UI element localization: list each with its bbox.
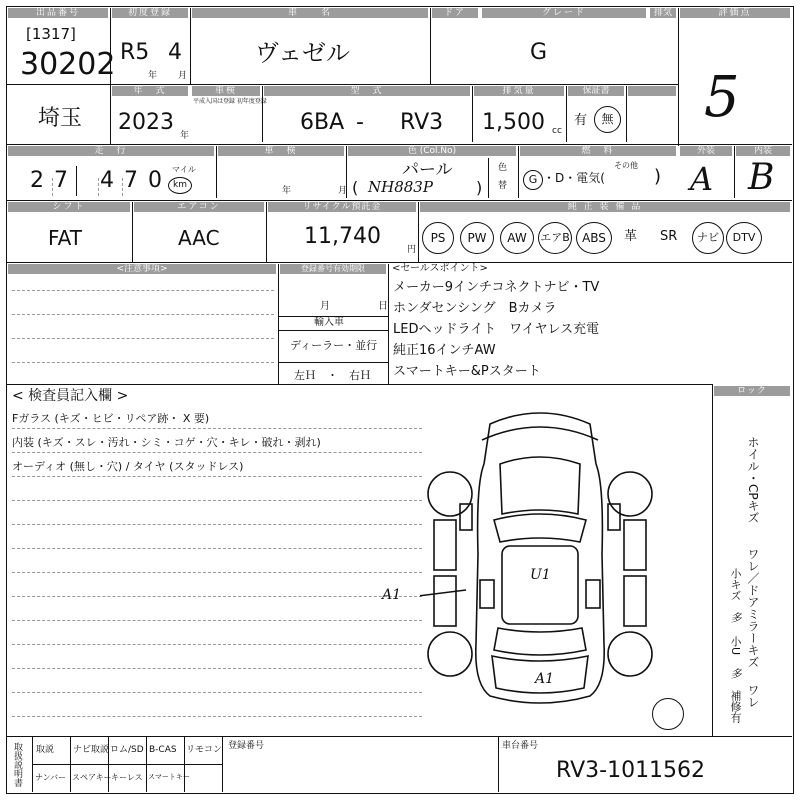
car-name: ヴェゼル: [255, 39, 351, 67]
wheel-rear-right: [608, 632, 652, 676]
sales-point: LEDヘッドライト ワイヤレス充電: [393, 322, 600, 337]
inspection-header: 車検: [192, 86, 260, 96]
mileage-digit: 7: [124, 168, 138, 193]
import-drive: 左Ｈ ・ 右Ｈ: [294, 369, 371, 382]
inspect-month-unit: 月: [338, 186, 348, 196]
color-change-2: 替: [498, 181, 508, 191]
first-reg-era: R5: [120, 40, 150, 65]
footer-item: 取説: [36, 745, 55, 755]
color-value: パール: [402, 160, 453, 180]
footer-item: B-CAS: [149, 745, 177, 755]
vin-label: 車台番号: [502, 741, 539, 751]
color-header: 色 (Col.No): [348, 146, 516, 156]
diagram-mark-a1-rear: A1: [535, 671, 555, 687]
diagram-mark-u1: U1: [530, 567, 551, 583]
expiry-month: 月: [320, 301, 330, 312]
inspector-line-interior: 内装 (キズ・スレ・汚れ・シミ・コゲ・穴・キレ・破れ・剥れ): [12, 436, 321, 449]
grade-value: G: [530, 40, 548, 65]
inspector-line-audio: オーディオ (無し・穴) / タイヤ (スタッドレス): [12, 460, 244, 473]
lot-number: 30202: [20, 47, 116, 82]
displacement-header: 排気: [650, 8, 676, 18]
inspection-note: 平成入国は登録 初年度登録: [193, 98, 267, 105]
shift-header: シフト: [8, 202, 130, 212]
notes-header: <注意事項>: [8, 264, 276, 274]
door-front-left: [434, 520, 456, 570]
equip-abs: ABS: [576, 222, 612, 254]
interior-header: 内装: [736, 146, 790, 156]
side-note-line: 多: [729, 668, 742, 679]
corner-circle: [652, 698, 684, 730]
car-windshield: [494, 514, 586, 542]
mile-label: マイル: [172, 165, 196, 174]
first-reg-header: 初度登録: [112, 8, 188, 18]
wheel-front-right: [608, 472, 652, 516]
pillar-right: [586, 580, 600, 608]
fuel-close: ): [654, 166, 662, 187]
lot-sub: [1317]: [26, 25, 76, 43]
side-note-line: ワレ／ドアミラーキズ: [746, 548, 760, 668]
door-rear-left: [434, 576, 456, 626]
equip-aw: AW: [500, 222, 534, 254]
footer-item: ナビ取説: [73, 745, 110, 755]
color-change: 色: [498, 163, 508, 173]
mileage-digit: 2: [30, 168, 44, 193]
warranty-no-circled: 無: [594, 106, 621, 133]
year-unit: 年: [148, 71, 158, 81]
mileage-digit: 4: [100, 168, 114, 193]
sales-point: スマートキー&Pスタート: [393, 364, 541, 379]
score-header: 評価点: [680, 8, 790, 18]
side-note-line: ホイル・CPキズ: [746, 436, 760, 524]
lot-header: 出品番号: [8, 8, 108, 18]
car-hood: [500, 457, 580, 514]
inspect-year-unit: 年: [282, 186, 292, 196]
type-dash: -: [356, 110, 364, 135]
equip-pw: PW: [460, 222, 494, 254]
cc-value: 1,500: [482, 110, 545, 135]
sales-point: ホンダセンシング Bカメラ: [393, 301, 557, 316]
type-model: RV3: [400, 110, 444, 135]
inspector-title: < 検査員記入欄 >: [12, 388, 129, 404]
expiry-header: 登録番号有効期限: [280, 264, 386, 274]
wheel-front-left: [428, 472, 472, 516]
shift-value: FAT: [48, 226, 83, 250]
side-note-line: ワレ: [746, 684, 760, 708]
mileage-header: 走 行: [8, 146, 214, 156]
color-bracket-open: (: [352, 178, 359, 197]
equip-leather: 革: [624, 229, 638, 244]
warranty-header: 保証書: [568, 86, 624, 96]
pillar-left: [480, 580, 494, 608]
color-bracket-close: ): [476, 178, 483, 197]
model-year-header: 年 式: [112, 86, 188, 96]
footer-item: ロム/SD: [110, 745, 144, 755]
lock-header: ロック: [714, 386, 790, 396]
equip-sunroof: SR: [660, 229, 678, 244]
side-note-line: 補修有: [729, 690, 742, 723]
type-prefix: 6BA: [300, 110, 345, 135]
reg-number-label: 登録番号: [228, 741, 265, 751]
import-header: 輸入車: [314, 317, 344, 328]
car-roof: [502, 546, 578, 624]
door-front-right: [624, 520, 646, 570]
blank-header: [628, 86, 676, 96]
fuel-options: ・D・電気(: [543, 171, 605, 185]
first-reg-month: 4: [168, 40, 182, 65]
car-name-header: 車 名: [192, 8, 428, 18]
exterior-grade: A: [690, 160, 714, 198]
color-code: NH883P: [368, 178, 433, 196]
wheel-rear-left: [428, 632, 472, 676]
cc-header: 排気量: [474, 86, 564, 96]
door-header: ドア: [432, 8, 478, 18]
km-circled: km: [168, 177, 192, 194]
equip-ps: PS: [422, 222, 454, 254]
diagram-mark-a1-side: A1: [382, 587, 402, 603]
month-unit: 月: [178, 71, 188, 81]
footer-item: ナンバー: [35, 773, 67, 782]
side-note-line: 多: [729, 612, 742, 623]
recycle-header: リサイクル預託金: [268, 202, 416, 212]
equip-navi: ナビ: [692, 222, 724, 254]
recycle-value: 11,740: [304, 224, 381, 249]
footer-item: スマートキー: [148, 773, 190, 781]
mirror-left: [460, 504, 472, 530]
grade-header: グレード: [482, 8, 646, 18]
interior-grade: B: [748, 157, 775, 198]
sales-header: <セールスポイント>: [392, 263, 488, 274]
mirror-right: [608, 504, 620, 530]
score-value: 5: [704, 65, 740, 130]
ac-value: AAC: [178, 226, 220, 250]
side-note-line: 小キズ: [729, 568, 742, 601]
footer-label: 取扱説明書: [12, 742, 22, 787]
sales-point: メーカー9インチコネクトナビ・TV: [393, 280, 600, 295]
footer-item: スペアキー: [72, 773, 112, 782]
model-year-unit: 年: [180, 131, 190, 141]
sales-point: 純正16インチAW: [393, 343, 496, 358]
vin-value: RV3-1011562: [556, 758, 706, 783]
car-damage-diagram: [420, 404, 660, 714]
footer-item: キーレス: [111, 773, 143, 782]
exterior-header: 外装: [680, 146, 732, 156]
door-rear-right: [624, 576, 646, 626]
fuel-header: 燃 料: [520, 146, 676, 156]
ac-header: エアコン: [134, 202, 264, 212]
warranty-yes: 有: [574, 113, 588, 128]
expiry-day: 日: [378, 301, 388, 312]
fuel-gas-circled: G: [523, 170, 543, 190]
damage-leader-line: [420, 590, 466, 596]
side-note-line: 小U: [729, 636, 742, 656]
region: 埼玉: [38, 106, 83, 131]
fuel-other: その他: [614, 161, 638, 170]
inspect-header: 車 検: [218, 146, 344, 156]
yen-unit: 円: [407, 245, 417, 255]
equip-header: 純 正 装 備 品: [420, 202, 790, 212]
car-rear-window: [494, 628, 586, 655]
equip-dtv: DTV: [726, 222, 762, 254]
footer-item: リモコン: [186, 745, 223, 755]
car-front-bumper: [482, 427, 598, 440]
mileage-digit: 0: [148, 168, 162, 193]
model-year: 2023: [118, 110, 174, 135]
inspector-line-glass: Fガラス (キズ・ヒビ・リペア跡・ X 要): [12, 412, 210, 425]
cc-unit: cc: [552, 126, 562, 136]
mileage-digit: 7: [54, 168, 68, 193]
import-dealer: ディーラー・並行: [290, 339, 378, 352]
equip-airbag: エアB: [538, 222, 572, 254]
type-header: 型 式: [264, 86, 470, 96]
